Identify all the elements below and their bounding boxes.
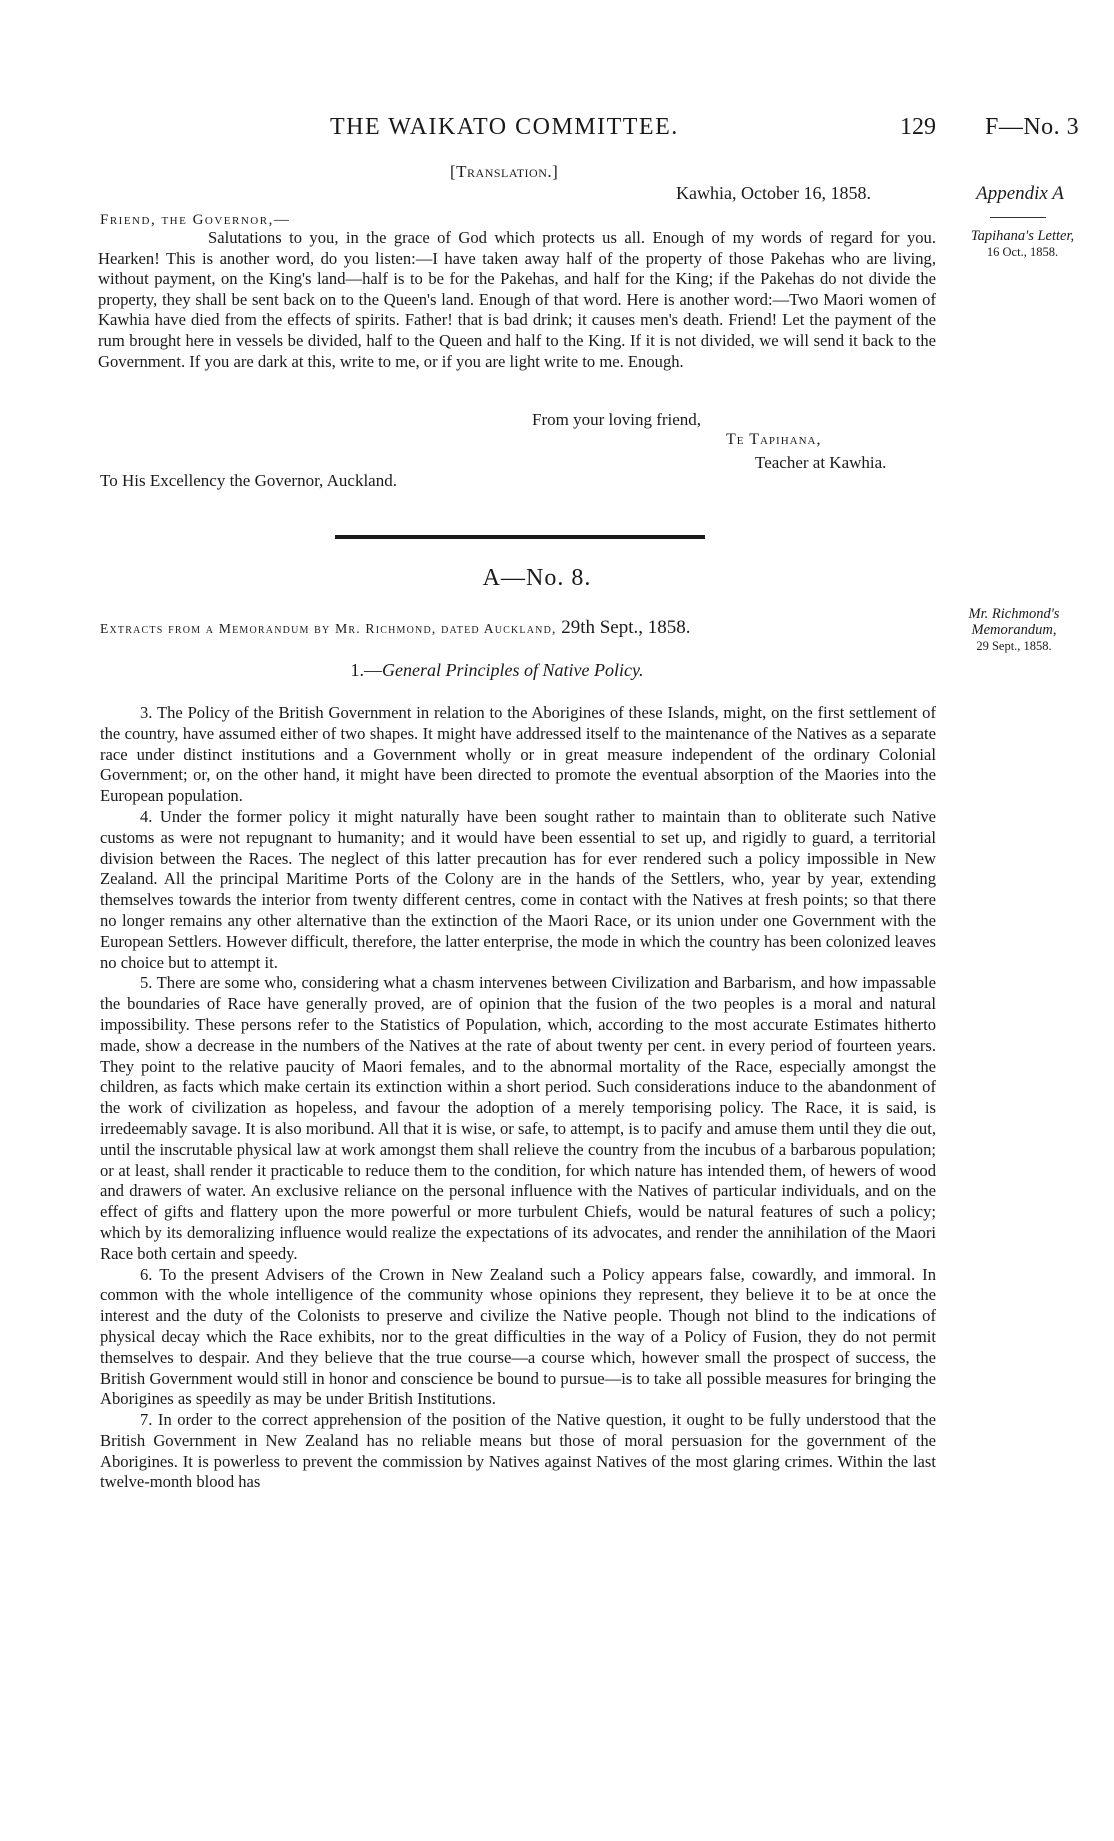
sub-heading-text: General Principles of Native Policy. xyxy=(382,660,644,680)
tapihana-note-date: 16 Oct., 1858. xyxy=(986,245,1059,259)
extracts-heading xyxy=(100,617,930,639)
letter-signoff: From your loving friend, xyxy=(532,410,702,429)
paragraph-4: 4. Under the former policy it might naturally have been sought rather to maintain than to obliterate such Native customs as were not repugnant to humanity; and it would have been essential to set up, and rigidly to guard, a territorial division between the Races. The neglect of this latter precaution has for ever rendered such a policy impossible in New Zealand. All the principal Maritime Ports of the Colony are in the hands of the Settlers, who, year by year, extending themselves towards the interior from twenty different centres, come in contact with the Natives at fresh points; so that there no longer remains any other alternative than the extinction of the Maori Race, or its union under one Government with the European Settlers. However difficult, therefore, the latter enterprise, the mode in which the country has been colonized leaves no choice but to attempt it. xyxy=(100,806,936,972)
sub-heading xyxy=(0,660,1114,681)
letter-salutation: Friend, the Governor,— xyxy=(100,212,291,228)
section-heading xyxy=(0,565,1114,592)
tapihana-margin-note xyxy=(945,228,1100,260)
translation-label: [Translation.] xyxy=(450,162,559,181)
tapihana-note-title: Tapihana's Letter, xyxy=(970,228,1075,244)
letter-body: Salutations to you, in the grace of God which protects us all. Enough of my words of regard for you. Hearken! This is another word, do you listen:—I have taken away half of the property of those Pakehas who are living, without payment, on the King's land—half is to be for the Pakehas, and half for the King; if the Pakehas do not divide the property, they shall be sent back on to the Queen's land. Enough of that word. Here is another word:—Two Maori women of Kawhia have died from the effects of spirits. Father! that is bad drink; it causes men's death. Friend! Let the payment of the rum brought here in vessels be divided, half to the Queen and half to the King. If it is not divided, we will send it back to the Government. If you are dark at this, write to me, or if you are light write to me. Enough. xyxy=(98,228,936,371)
page-number: 129 xyxy=(900,114,936,140)
letter-addressee: To His Excellency the Governor, Auckland. xyxy=(100,471,397,490)
signature-name: Te Tapihana, xyxy=(726,431,822,448)
richmond-note-title-2: Memorandum, xyxy=(971,622,1057,638)
richmond-note-date: 29 Sept., 1858. xyxy=(976,639,1052,653)
extracts-date: 29th Sept., 1858. xyxy=(561,617,691,638)
section-divider xyxy=(335,535,705,539)
memorandum-body xyxy=(100,703,936,1493)
section-heading-text: A—No. 8. xyxy=(482,565,592,591)
document-reference: F—No. 3 xyxy=(985,114,1080,140)
sub-heading-number: 1.— xyxy=(350,660,383,680)
paragraph-6: 6. To the present Advisers of the Crown in New Zealand such a Policy appears false, cowardly, and immoral. In common with the whole intelligence of the community whose opinions they represent, they believe it to be at once the interest and the duty of the Colonists to preserve and civilize the Native people. Though not blind to the indications of physical decay which the Race exhibits, nor to the great difficulties in the way of a Policy of Fusion, they do not permit themselves to despair. And they believe that the true course—a course which, however small the prospect of success, the British Government would still in honor and conscience be bound to pursue—is to take all possible measures for bringing the Aborigines as speedily as may be under British Institutions. xyxy=(100,1264,936,1409)
extracts-title: Extracts from a Memorandum by Mr. Richmond, dated Auckland, xyxy=(100,621,557,636)
paragraph-3: 3. The Policy of the British Government in relation to the Aborigines of these Islands, might, on the first settlement of the country, have assumed either of two shapes. It might have addressed itself to the maintenance of the Natives as a separate race under distinct institutions and a Government wholly or in great measure independent of the ordinary Colonial Government; or, on the other hand, it might have been directed to promote the eventual absorption of the Maories into the European population. xyxy=(100,703,936,806)
signature-title: Teacher at Kawhia. xyxy=(755,453,887,472)
margin-divider xyxy=(990,217,1046,218)
paragraph-5: 5. There are some who, considering what a chasm intervenes between Civilization and Barbarism, and how impassable the boundaries of Race have generally proved, are of opinion that the fusion of the two peoples is a moral and natural impossibility. These persons refer to the Statistics of Population, which, according to the most accurate Estimates hitherto made, show a decrease in the numbers of the Natives at the rate of about twenty per cent. in every period of fourteen years. They point to the relative paucity of Maori females, and to the abnormal mortality of the Race, especially amongst the children, as facts which make certain its extinction within a short period. Such considerations induce to the abandonment of the work of civilization as hopeless, and favour the adoption of a merely temporising policy. The Race, it is said, is irredeemably savage. It is also moribund. All that it is wise, or safe, to attempt, is to pacify and amuse them until they die out, until the inscrutable physical law at work amongst them shall relieve the country from the incubus of a barbarous population; or at least, shall render it practicable to reduce them to the condition, for which nature has intended them, of hewers of wood and drawers of water. An exclusive reliance on the personal influence with the Natives of particular individuals, and on the effect of gifts and flattery upon the more powerful or more turbulent Chiefs, would be natural features of such a policy; which by its demoralizing influence would realize the expectations of its advocates, and render the annihilation of the Maori Race both certain and speedy. xyxy=(100,973,936,1263)
appendix-margin-note: Appendix A xyxy=(976,183,1064,204)
richmond-margin-note xyxy=(944,606,1084,654)
paragraph-7: 7. In order to the correct apprehension of the position of the Native question, it ought to be fully understood that the British Government in New Zealand has no reliable means but those of moral persuasion for the government of the Aborigines. It is powerless to prevent the commission by Natives against Natives of the most glaring crimes. Within the last twelve-month blood has xyxy=(100,1410,936,1492)
letter-date: Kawhia, October 16, 1858. xyxy=(676,183,871,203)
page-title: THE WAIKATO COMMITTEE. xyxy=(330,114,679,140)
richmond-note-title-1: Mr. Richmond's xyxy=(968,606,1060,622)
